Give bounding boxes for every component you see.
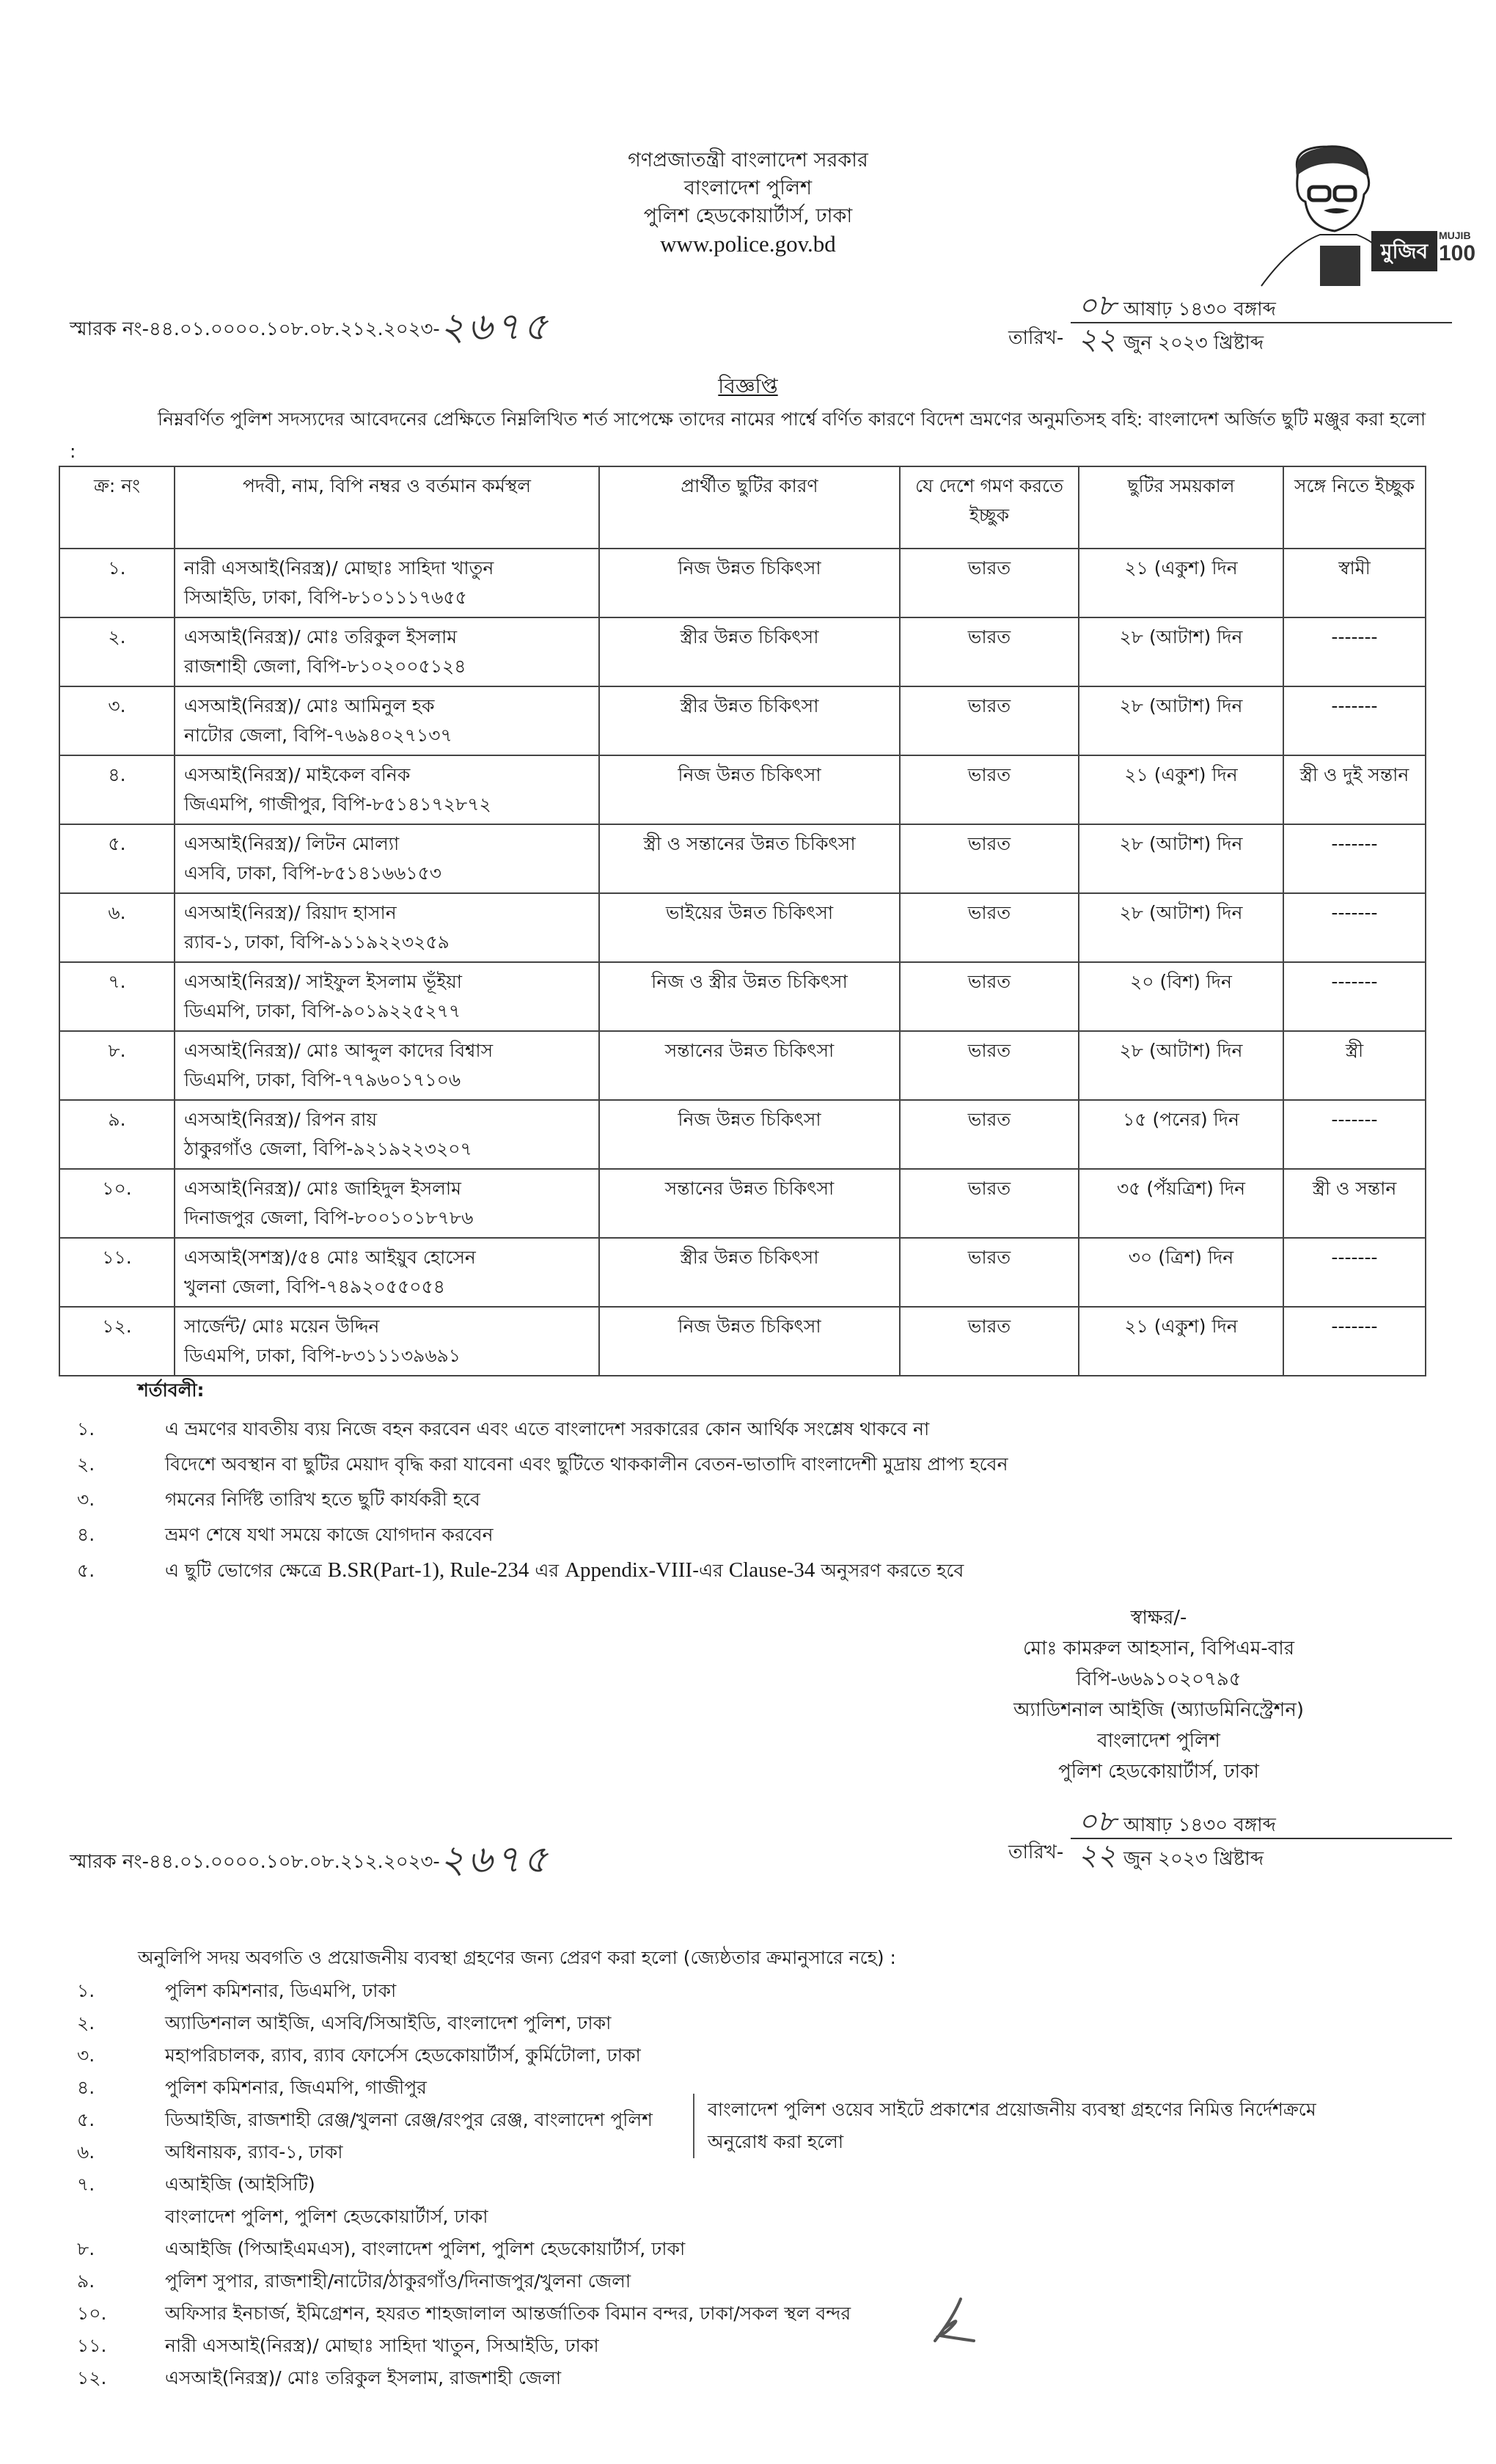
member-name: সার্জেন্ট/ মোঃ ময়েন উদ্দিন xyxy=(184,1316,380,1337)
duration-cell: ১৫ (পনের) দিন xyxy=(1079,1100,1283,1169)
english-date: জুন ২০২৩ খ্রিষ্টাব্দ xyxy=(1123,332,1264,354)
member-name: এসআই(নিরস্ত্র)/ লিটন মোল্যা xyxy=(184,833,400,854)
copy-recipient: এআইজি (আইসিটি) xyxy=(165,2174,315,2195)
notice-title: বিজ্ঞপ্তি xyxy=(718,374,778,398)
date-block xyxy=(1071,290,1452,356)
name-cell xyxy=(175,1238,599,1307)
member-posting: সিআইডি, ঢাকা, বিপি-৮১০১১১৭৬৫৫ xyxy=(184,587,467,608)
copy-number: ১০. xyxy=(77,2303,107,2324)
member-posting: র‌্যাব-১, ঢাকা, বিপি-৯১১৯২২৩২৫৯ xyxy=(184,931,450,953)
signatory-org: বাংলাদেশ পুলিশ xyxy=(1097,1730,1220,1752)
condition-text: বিদেশে অবস্থান বা ছুটির মেয়াদ বৃদ্ধি করা যাবেনা এবং ছুটিতে থাককালীন বেতন-ভাতাদি বাংলাদেশী মুদ্রায় প্রাপ্য হবেন xyxy=(165,1453,1008,1475)
table-row xyxy=(59,549,1426,617)
country-cell: ভারত xyxy=(900,893,1079,962)
member-name: এসআই(নিরস্ত্র)/ রিপন রায় xyxy=(184,1109,378,1130)
companion-cell: ------- xyxy=(1283,686,1426,755)
rule-reference: B.SR(Part-1), Rule-234 xyxy=(327,1558,529,1582)
condition-text: ভ্রমণ শেষে যথা সময়ে কাজে যোগদান করবেন xyxy=(165,1524,494,1545)
companion-cell: ------- xyxy=(1283,824,1426,893)
memo-handwritten-number: ২৬৭৫ xyxy=(439,1838,551,1882)
memo-number xyxy=(70,297,551,361)
duration-cell: ৩০ (ত্রিশ) দিন xyxy=(1079,1238,1283,1307)
copy-number: ১. xyxy=(77,1980,95,2001)
companion-cell: ------- xyxy=(1283,893,1426,962)
table-row xyxy=(59,1307,1426,1376)
member-posting: নাটোর জেলা, বিপি-৭৬৯৪০২৭১৩৭ xyxy=(184,725,452,746)
copy-item xyxy=(70,2168,851,2201)
member-posting: খুলনা জেলা, বিপি-৭৪৯২০৫৫০৫৪ xyxy=(184,1276,446,1297)
signatory-bp: বিপি-৬৬৯১০২০৭৯৫ xyxy=(1076,1668,1242,1690)
companion-cell: ------- xyxy=(1283,962,1426,1031)
serial-cell: ১১. xyxy=(59,1238,175,1307)
table-row xyxy=(59,824,1426,893)
country-cell: ভারত xyxy=(900,962,1079,1031)
serial-cell: ৪. xyxy=(59,755,175,824)
copy-list xyxy=(70,1975,851,2394)
condition-number: ২. xyxy=(77,1453,95,1475)
condition-item xyxy=(70,1412,1390,1447)
member-name: এসআই(নিরস্ত্র)/ মাইকেল বনিক xyxy=(184,764,411,785)
bangla-day: ০৮ xyxy=(1078,289,1116,323)
copy-number: ৪. xyxy=(77,2077,95,2098)
condition-text: অনুসরণ করতে হবে xyxy=(815,1560,964,1581)
condition-number: ১. xyxy=(77,1418,95,1440)
country-cell: ভারত xyxy=(900,1238,1079,1307)
member-posting: এসবি, ঢাকা, বিপি-৮৫১৪১৬৬১৫৩ xyxy=(184,862,442,884)
copy-item xyxy=(70,2362,851,2394)
condition-number: ৩. xyxy=(77,1489,95,1510)
reason-cell: স্ত্রীর উন্নত চিকিৎসা xyxy=(599,1238,900,1307)
copy-recipient: এআইজি (পিআইএমএস), বাংলাদেশ পুলিশ, পুলিশ হেডকোয়ার্টার্স, ঢাকা xyxy=(165,2238,686,2259)
table-row xyxy=(59,893,1426,962)
companion-cell: স্বামী xyxy=(1283,549,1426,617)
copy-item xyxy=(70,1975,851,2007)
copy-item xyxy=(70,2233,851,2265)
english-day: ২২ xyxy=(1078,1838,1117,1872)
appendix-reference: Appendix-VIII xyxy=(565,1558,693,1582)
name-cell xyxy=(175,1031,599,1100)
name-cell xyxy=(175,617,599,686)
header-country: যে দেশে গমণ করতে ইচ্ছুক xyxy=(900,466,1079,549)
website-link[interactable]: www.police.gov.bd xyxy=(660,231,836,257)
member-name: এসআই(নিরস্ত্র)/ মোঃ আমিনুল হক xyxy=(184,695,435,716)
name-cell xyxy=(175,755,599,824)
name-cell xyxy=(175,824,599,893)
leave-table xyxy=(59,466,1426,1376)
member-name: এসআই(নিরস্ত্র)/ মোঃ আব্দুল কাদের বিশ্বাস xyxy=(184,1040,494,1061)
member-posting: ডিএমপি, ঢাকা, বিপি-৮৩১১১৩৯৬৯১ xyxy=(184,1345,461,1366)
duration-cell: ২১ (একুশ) দিন xyxy=(1079,755,1283,824)
conditions-list xyxy=(70,1412,1390,1588)
country-cell: ভারত xyxy=(900,1307,1079,1376)
reason-cell: নিজ উন্নত চিকিৎসা xyxy=(599,549,900,617)
copy-note-line: অনুরোধ করা হলো xyxy=(708,2131,844,2152)
reason-cell: নিজ উন্নত চিকিৎসা xyxy=(599,755,900,824)
country-cell: ভারত xyxy=(900,617,1079,686)
signed-mark: স্বাক্ষর/- xyxy=(1130,1607,1187,1629)
copy-recipient-line2: বাংলাদেশ পুলিশ, পুলিশ হেডকোয়ার্টার্স, ঢাকা xyxy=(165,2206,488,2227)
companion-cell: ------- xyxy=(1283,1100,1426,1169)
government-name: গণপ্রজাতন্ত্রী বাংলাদেশ সরকার xyxy=(628,149,868,172)
reason-cell: স্ত্রীর উন্নত চিকিৎসা xyxy=(599,686,900,755)
copy-recipient: অধিনায়ক, র‌্যাব-১, ঢাকা xyxy=(165,2141,343,2163)
member-posting: রাজশাহী জেলা, বিপি-৮১০২০০৫১২৪ xyxy=(184,656,466,677)
country-cell: ভারত xyxy=(900,755,1079,824)
name-cell xyxy=(175,1307,599,1376)
table-header-row xyxy=(59,466,1426,549)
member-name: এসআই(নিরস্ত্র)/ মোঃ তরিকুল ইসলাম xyxy=(184,626,458,648)
duration-cell: ২১ (একুশ) দিন xyxy=(1079,549,1283,617)
country-cell: ভারত xyxy=(900,1031,1079,1100)
signature-block xyxy=(917,1602,1401,1787)
table-row xyxy=(59,686,1426,755)
copy-item xyxy=(70,2265,851,2298)
english-day: ২২ xyxy=(1078,323,1117,356)
duration-cell: ২১ (একুশ) দিন xyxy=(1079,1307,1283,1376)
memo-prefix: স্মারক নং-৪৪.০১.০০০০.১০৮.০৮.২১২.২০২৩- xyxy=(70,1851,440,1873)
handwritten-initial-icon xyxy=(931,2295,975,2347)
table-row xyxy=(59,1169,1426,1238)
member-name: এসআই(নিরস্ত্র)/ সাইফুল ইসলাম ভূঁইয়া xyxy=(184,971,463,992)
bangla-date: আষাঢ় ১৪৩০ বঙ্গাব্দ xyxy=(1123,1814,1276,1836)
copy-note xyxy=(693,2094,1478,2158)
copy-number: ৯. xyxy=(77,2270,95,2292)
mujib-bengali-wordmark: মুজিব xyxy=(1371,231,1437,271)
header-serial: ক্র: নং xyxy=(59,466,175,549)
companion-cell: ------- xyxy=(1283,1307,1426,1376)
copy-recipient: পুলিশ কমিশনার, জিএমপি, গাজীপুর xyxy=(165,2077,427,2098)
signatory-name: মোঃ কামরুল আহসান, বিপিএম-বার xyxy=(1022,1638,1295,1660)
duration-cell: ২৮ (আটাশ) দিন xyxy=(1079,893,1283,962)
table-row xyxy=(59,755,1426,824)
country-cell: ভারত xyxy=(900,686,1079,755)
name-cell xyxy=(175,962,599,1031)
serial-cell: ৫. xyxy=(59,824,175,893)
copy-memo-number xyxy=(70,1830,551,1893)
bangla-day: ০৮ xyxy=(1078,1805,1116,1838)
copy-date-block xyxy=(1071,1805,1452,1871)
signatory-office: পুলিশ হেডকোয়ার্টার্স, ঢাকা xyxy=(1058,1761,1259,1783)
copy-intro: অনুলিপি সদয় অবগতি ও প্রয়োজনীয় ব্যবস্থা গ্রহণের জন্য প্রেরণ করা হলো (জ্যেষ্ঠতার ক্রমানুসারে নহে) : xyxy=(138,1947,896,1968)
copy-item xyxy=(70,2007,851,2039)
duration-cell: ২৮ (আটাশ) দিন xyxy=(1079,686,1283,755)
table-row xyxy=(59,617,1426,686)
copy-recipient: এসআই(নিরস্ত্র)/ মোঃ তরিকুল ইসলাম, রাজশাহী জেলা xyxy=(165,2367,562,2388)
header-companion: সঙ্গে নিতে ইচ্ছুক xyxy=(1283,466,1426,549)
copy-number: ৭. xyxy=(77,2174,95,2195)
condition-number: ৫. xyxy=(77,1560,95,1581)
member-posting: ঠাকুরগাঁও জেলা, বিপি-৯২১৯২২৩২০৭ xyxy=(184,1138,472,1159)
name-cell xyxy=(175,549,599,617)
notice-intro: নিম্নবর্ণিত পুলিশ সদস্যদের আবেদনের প্রেক্ষিতে নিম্নলিখিত শর্ত সাপেক্ষে তাদের নামের পার্শ্বে বর্ণিত কারণে বিদেশ ভ্রমণের অনুমতিসহ বহি: বাংলাদেশ অর্জিত ছুটি মঞ্জুর করা হলো : xyxy=(70,408,1426,462)
serial-cell: ১০. xyxy=(59,1169,175,1238)
copy-number: ৫. xyxy=(77,2109,95,2130)
member-posting: ডিএমপি, ঢাকা, বিপি-৭৭৯৬০১৭১০৬ xyxy=(184,1069,461,1090)
serial-cell: ২. xyxy=(59,617,175,686)
country-cell: ভারত xyxy=(900,824,1079,893)
serial-cell: ১. xyxy=(59,549,175,617)
member-posting: দিনাজপুর জেলা, বিপি-৮০০১০১৮৭৮৬ xyxy=(184,1207,474,1228)
copy-item xyxy=(70,2330,851,2362)
reason-cell: নিজ উন্নত চিকিৎসা xyxy=(599,1307,900,1376)
member-name: এসআই(নিরস্ত্র)/ মোঃ জাহিদুল ইসলাম xyxy=(184,1178,462,1199)
serial-cell: ৯. xyxy=(59,1100,175,1169)
department-name: বাংলাদেশ পুলিশ xyxy=(683,177,813,199)
condition-number: ৪. xyxy=(77,1524,95,1545)
duration-cell: ২৮ (আটাশ) দিন xyxy=(1079,1031,1283,1100)
companion-cell: স্ত্রী ও দুই সন্তান xyxy=(1283,755,1426,824)
copy-item xyxy=(70,2298,851,2330)
reason-cell: সন্তানের উন্নত চিকিৎসা xyxy=(599,1031,900,1100)
english-date: জুন ২০২৩ খ্রিষ্টাব্দ xyxy=(1123,1848,1264,1870)
table-row xyxy=(59,1031,1426,1100)
table-row xyxy=(59,962,1426,1031)
condition-item xyxy=(70,1482,1390,1517)
copy-number: ৮. xyxy=(77,2238,95,2259)
companion-cell: স্ত্রী ও সন্তান xyxy=(1283,1169,1426,1238)
copy-date-label: তারিখ- xyxy=(1008,1841,1064,1863)
mujib-100-logo xyxy=(1247,143,1476,290)
copy-recipient: মহাপরিচালক, র‌্যাব, র‌্যাব ফোর্সেস হেডকোয়ার্টার্স, কুর্মিটোলা, ঢাকা xyxy=(165,2045,641,2066)
copy-number: ৩. xyxy=(77,2045,95,2066)
memo-handwritten-number: ২৬৭৫ xyxy=(439,305,551,349)
serial-cell: ৩. xyxy=(59,686,175,755)
header-reason: প্রার্থীত ছুটির কারণ xyxy=(599,466,900,549)
serial-cell: ৭. xyxy=(59,962,175,1031)
member-name: এসআই(সশস্ত্র)/৫৪ মোঃ আইয়ুব হোসেন xyxy=(184,1247,476,1268)
date-label: তারিখ- xyxy=(1008,327,1064,349)
reason-cell: স্ত্রী ও সন্তানের উন্নত চিকিৎসা xyxy=(599,824,900,893)
bangla-date: আষাঢ় ১৪৩০ বঙ্গাব্দ xyxy=(1123,298,1276,320)
country-cell: ভারত xyxy=(900,1100,1079,1169)
memo-prefix: স্মারক নং-৪৪.০১.০০০০.১০৮.০৮.২১২.২০২৩- xyxy=(70,318,440,340)
copy-item xyxy=(70,2039,851,2072)
table-row xyxy=(59,1238,1426,1307)
signatory-designation: অ্যাডিশনাল আইজি (অ্যাডমিনিস্ট্রেশন) xyxy=(1013,1699,1304,1721)
duration-cell: ২৮ (আটাশ) দিন xyxy=(1079,617,1283,686)
clause-reference: Clause-34 xyxy=(728,1558,815,1582)
companion-cell: স্ত্রী xyxy=(1283,1031,1426,1100)
name-cell xyxy=(175,1169,599,1238)
copy-recipient: অফিসার ইনচার্জ, ইমিগ্রেশন, হযরত শাহজালাল আন্তর্জাতিক বিমান বন্দর, ঢাকা/সকল স্থল বন্দর xyxy=(165,2303,851,2324)
copy-recipient: অ্যাডিশনাল আইজি, এসবি/সিআইডি, বাংলাদেশ পুলিশ, ঢাকা xyxy=(165,2012,612,2034)
reason-cell: সন্তানের উন্নত চিকিৎসা xyxy=(599,1169,900,1238)
copy-number: ২. xyxy=(77,2012,95,2034)
serial-cell: ৬. xyxy=(59,893,175,962)
member-posting: জিএমপি, গাজীপুর, বিপি-৮৫১৪১৭২৮৭২ xyxy=(184,793,491,815)
duration-cell: ২৮ (আটাশ) দিন xyxy=(1079,824,1283,893)
conditions-title: শর্তাবলী: xyxy=(138,1379,205,1401)
member-name: এসআই(নিরস্ত্র)/ রিয়াদ হাসান xyxy=(184,902,397,923)
copy-number: ১১. xyxy=(77,2335,107,2356)
copy-number: ১২. xyxy=(77,2367,107,2388)
country-cell: ভারত xyxy=(900,1169,1079,1238)
condition-text: এর xyxy=(529,1560,565,1581)
copy-number: ৬. xyxy=(77,2141,95,2163)
condition-text: এ ছুটি ভোগের ক্ষেত্রে xyxy=(165,1560,328,1581)
serial-cell: ১২. xyxy=(59,1307,175,1376)
copy-recipient: পুলিশ সুপার, রাজশাহী/নাটোর/ঠাকুরগাঁও/দিনাজপুর/খুলনা জেলা xyxy=(165,2270,631,2292)
copy-recipient: পুলিশ কমিশনার, ডিএমপি, ঢাকা xyxy=(165,1980,397,2001)
copy-recipient: নারী এসআই(নিরস্ত্র)/ মোছাঃ সাহিদা খাতুন, সিআইডি, ঢাকা xyxy=(165,2335,599,2356)
member-name: নারী এসআই(নিরস্ত্র)/ মোছাঃ সাহিদা খাতুন xyxy=(184,557,494,579)
condition-text: -এর xyxy=(692,1560,729,1581)
companion-cell: ------- xyxy=(1283,617,1426,686)
header-duration: ছুটির সময়কাল xyxy=(1079,466,1283,549)
name-cell xyxy=(175,893,599,962)
condition-item xyxy=(70,1552,1390,1588)
condition-item xyxy=(70,1447,1390,1482)
reason-cell: স্ত্রীর উন্নত চিকিৎসা xyxy=(599,617,900,686)
reason-cell: নিজ উন্নত চিকিৎসা xyxy=(599,1100,900,1169)
duration-cell: ২০ (বিশ) দিন xyxy=(1079,962,1283,1031)
header-name: পদবী, নাম, বিপি নম্বর ও বর্তমান কর্মস্থল xyxy=(175,466,599,549)
country-cell: ভারত xyxy=(900,549,1079,617)
serial-cell: ৮. xyxy=(59,1031,175,1100)
copy-recipient: ডিআইজি, রাজশাহী রেঞ্জ/খুলনা রেঞ্জ/রংপুর রেঞ্জ, বাংলাদেশ পুলিশ xyxy=(165,2109,653,2130)
mujib-100-wordmark: MUJIB 100 xyxy=(1439,230,1476,265)
companion-cell: ------- xyxy=(1283,1238,1426,1307)
member-posting: ডিএমপি, ঢাকা, বিপি-৯০১৯২২৫২৭৭ xyxy=(184,1000,461,1022)
office-name: পুলিশ হেডকোয়ার্টার্স, ঢাকা xyxy=(643,205,853,227)
copy-note-line: বাংলাদেশ পুলিশ ওয়েব সাইটে প্রকাশের প্রয়োজনীয় ব্যবস্থা গ্রহণের নিমিত্ত নির্দেশক্রমে xyxy=(708,2099,1316,2120)
condition-item xyxy=(70,1517,1390,1552)
reason-cell: ভাইয়ের উন্নত চিকিৎসা xyxy=(599,893,900,962)
name-cell xyxy=(175,1100,599,1169)
table-row xyxy=(59,1100,1426,1169)
condition-text: গমনের নির্দিষ্ট তারিখ হতে ছুটি কার্যকরী হবে xyxy=(165,1489,480,1510)
reason-cell: নিজ ও স্ত্রীর উন্নত চিকিৎসা xyxy=(599,962,900,1031)
condition-text: এ ভ্রমণের যাবতীয় ব্যয় নিজে বহন করবেন এবং এতে বাংলাদেশ সরকারের কোন আর্থিক সংশ্লেষ থাকবে না xyxy=(165,1418,930,1440)
name-cell xyxy=(175,686,599,755)
duration-cell: ৩৫ (পঁয়ত্রিশ) দিন xyxy=(1079,1169,1283,1238)
